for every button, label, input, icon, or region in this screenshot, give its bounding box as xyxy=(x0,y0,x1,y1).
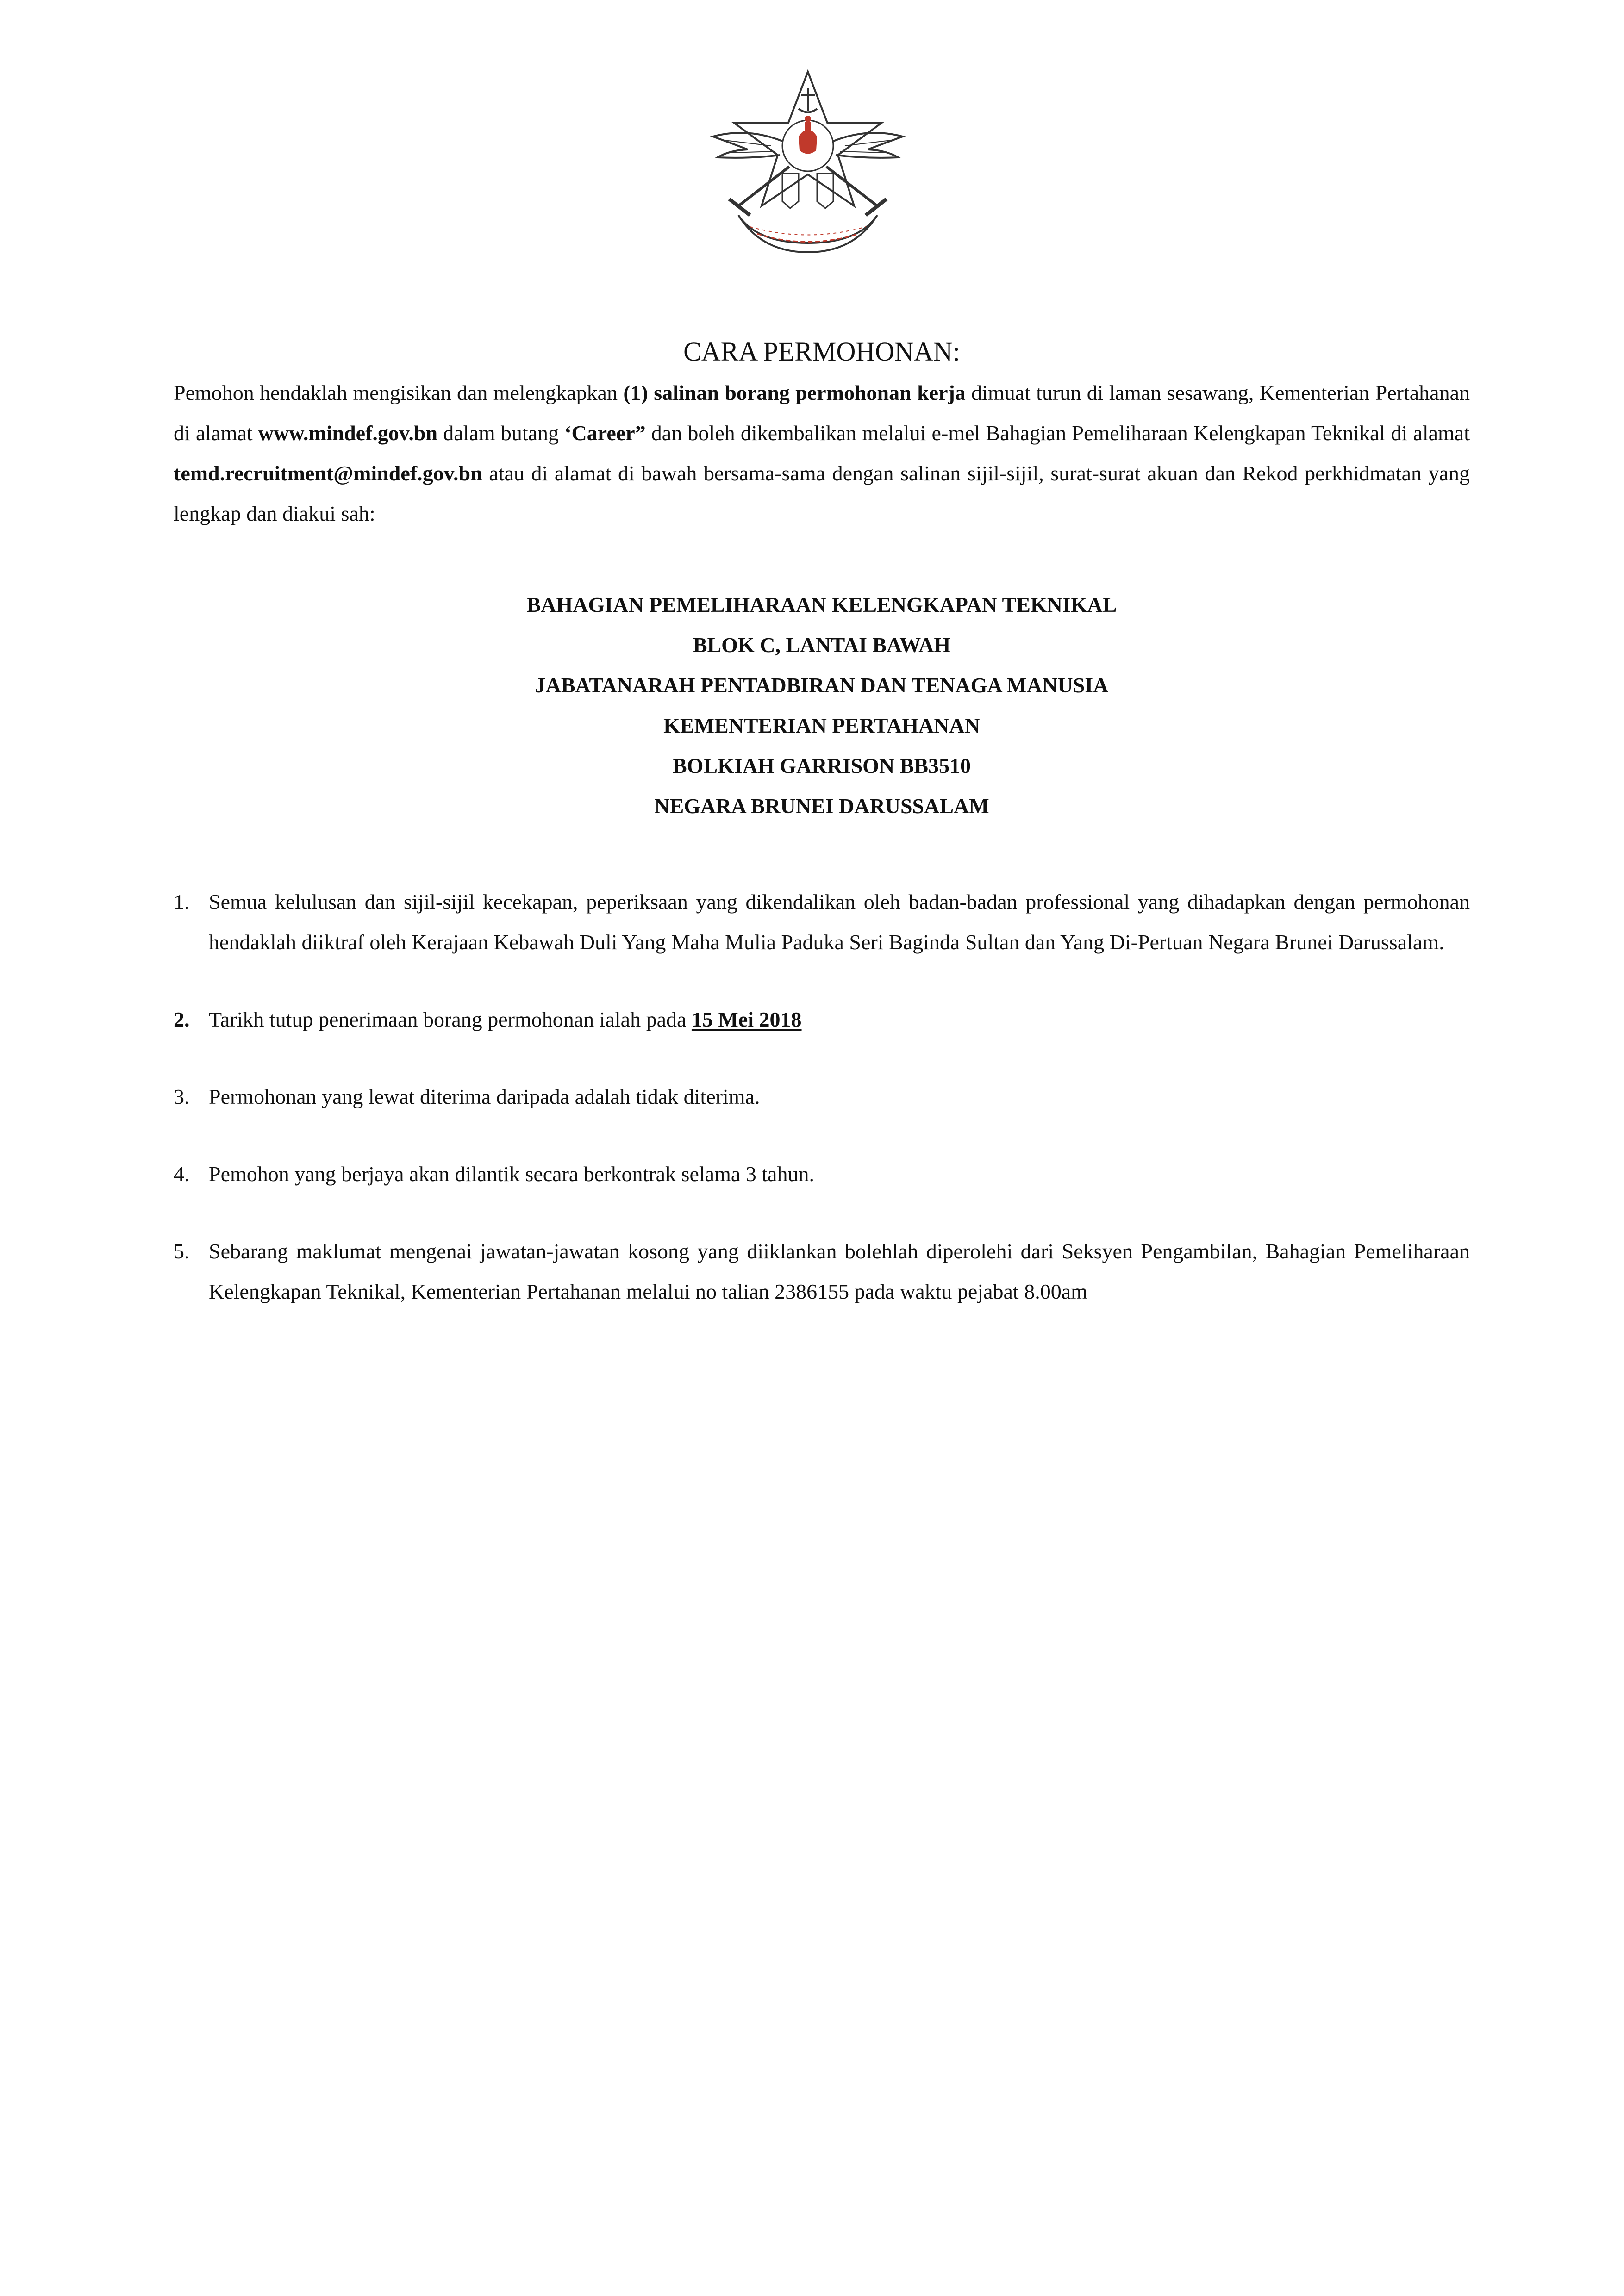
intro-paragraph xyxy=(174,373,1470,534)
mailing-address xyxy=(174,585,1470,826)
note-text: Pemohon yang berjaya akan dilantik secara berkontrak selama 3 tahun. xyxy=(209,1162,814,1186)
closing-date: 15 Mei 2018 xyxy=(691,1008,802,1031)
page-title: CARA PERMOHONAN: xyxy=(683,336,960,367)
email-address: temd.recruitment@mindef.gov.bn xyxy=(174,461,482,485)
intro-text: dalam butang xyxy=(437,421,565,445)
note-number: 1. xyxy=(174,890,190,914)
military-crest-icon xyxy=(706,67,910,261)
note-number: 2. xyxy=(174,1008,190,1031)
website-address: www.mindef.gov.bn xyxy=(258,421,438,445)
notes-list xyxy=(174,882,1470,1312)
intro-form-copy: (1) salinan borang permohonan kerja xyxy=(623,381,966,404)
address-line: KEMENTERIAN PERTAHANAN xyxy=(663,714,980,737)
note-item xyxy=(174,999,1470,1039)
address-line: BLOK C, LANTAI BAWAH xyxy=(693,633,951,657)
note-item xyxy=(174,1076,1470,1117)
note-number: 3. xyxy=(174,1085,190,1108)
note-item xyxy=(174,882,1470,962)
intro-text: atau di alamat di bawah bersama-sama dengan salinan sijil-sijil, surat-surat akuan dan Rekod perkhidmatan yang lengkap dan diakui sah: xyxy=(174,461,1470,525)
address-line: BOLKIAH GARRISON BB3510 xyxy=(672,754,971,778)
note-number: 5. xyxy=(174,1239,190,1263)
application-instructions xyxy=(174,331,1470,1349)
intro-text: Pemohon hendaklah mengisikan dan melengkapkan xyxy=(174,381,624,404)
career-button-label: ‘Career” xyxy=(564,421,646,445)
note-item xyxy=(174,1231,1470,1312)
note-text: Tarikh tutup penerimaan borang permohonan ialah pada xyxy=(209,1008,692,1031)
intro-text: dimuat turun di laman sesawang, Kementerian Pertahanan di alamat xyxy=(174,381,1470,445)
note-text: Permohonan yang lewat diterima daripada adalah tidak diterima. xyxy=(209,1085,760,1108)
address-line: NEGARA BRUNEI DARUSSALAM xyxy=(654,794,989,818)
note-text: Semua kelulusan dan sijil-sijil kecekapan, peperiksaan yang dikendalikan oleh badan-badan professional yang dihadapkan dengan permohonan hendaklah diiktraf oleh Kerajaan Kebawah Duli Yang Maha Mulia Paduka Seri Baginda Sultan dan Yang Di-Pertuan Negara Brunei Darussalam. xyxy=(209,890,1470,954)
note-number: 4. xyxy=(174,1162,190,1186)
note-item xyxy=(174,1154,1470,1194)
note-text: Sebarang maklumat mengenai jawatan-jawatan kosong yang diiklankan bolehlah diperolehi dari Seksyen Pengambilan, Bahagian Pemeliharaan Kelengkapan Teknikal, Kementerian Pertahanan melalui no talian 2386155 pada waktu pejabat 8.00am xyxy=(209,1239,1470,1303)
intro-text: dan boleh dikembalikan melalui e-mel Bahagian Pemeliharaan Kelengkapan Teknikal di alamat xyxy=(645,421,1470,445)
address-line: BAHAGIAN PEMELIHARAAN KELENGKAPAN TEKNIKAL xyxy=(526,593,1117,616)
address-line: JABATANARAH PENTADBIRAN DAN TENAGA MANUSIA xyxy=(535,673,1109,697)
